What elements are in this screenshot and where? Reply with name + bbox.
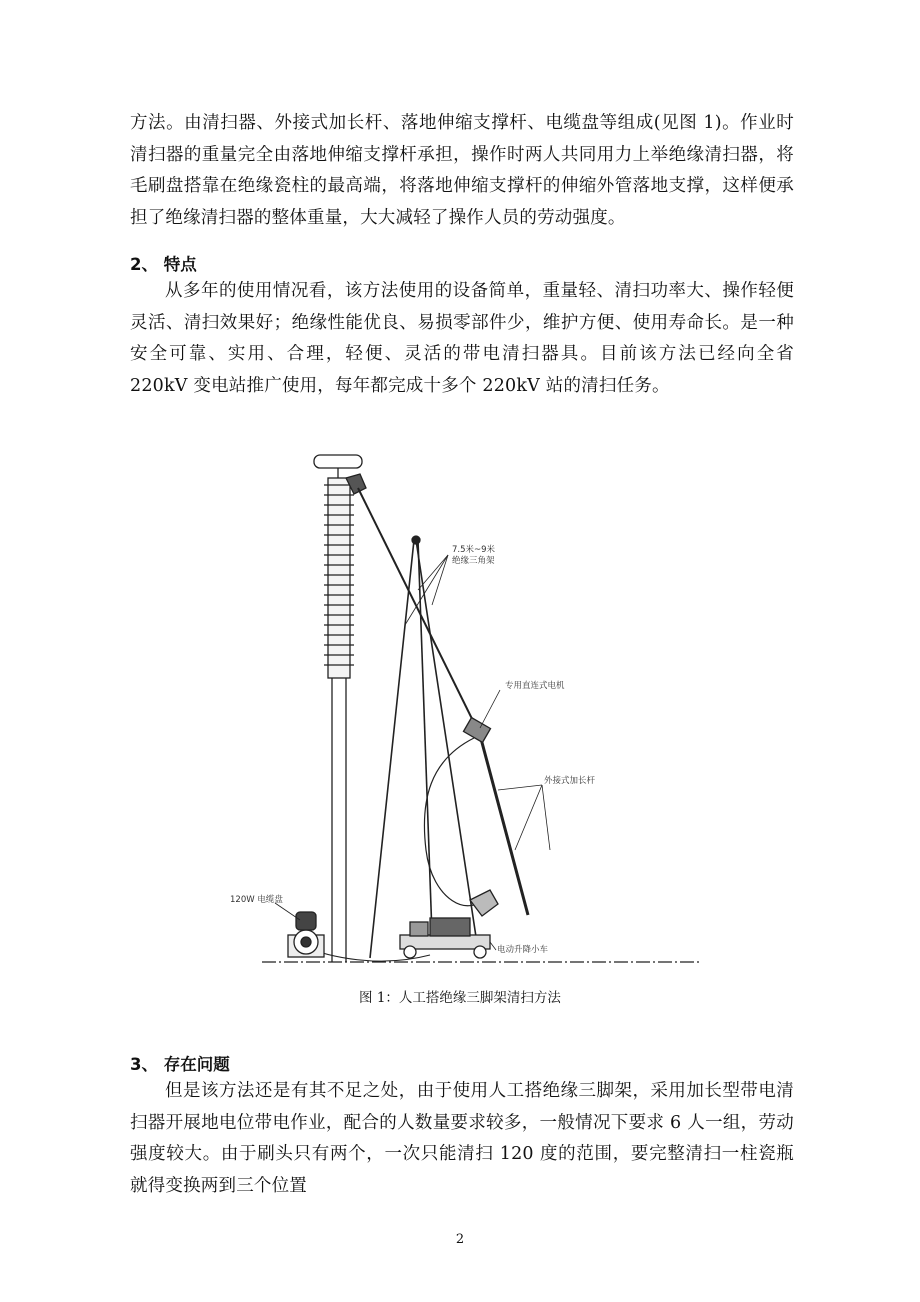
label-tripod: 7.5米~9米 xyxy=(452,545,496,555)
tripod xyxy=(370,536,478,958)
page-number: 2 xyxy=(455,1232,465,1247)
label-extension-rod: 外接式加长杆 xyxy=(544,776,596,786)
paragraph-intro: 方法。由清扫器、外接式加长杆、落地伸缩支撑杆、电缆盘等组成(见图 1)。作业时清扫器的重量完全由落地伸缩支撑杆承担，操作时两人共同用力上举绝缘清扫器，将毛刷盘搭靠在绝缘瓷柱的最高端，将落地伸缩支撑杆的伸缩外管落地支撑，这样便承担了绝缘清扫器的整体重量，大大减轻了操作人员的劳动强度。 xyxy=(130,113,794,228)
cable-reel xyxy=(288,912,324,957)
lifting-cart xyxy=(400,890,498,958)
label-cart: 电动升降小车 xyxy=(497,945,549,955)
label-motor: 专用直连式电机 xyxy=(505,681,565,691)
power-cable xyxy=(424,738,486,906)
section-3-heading: 3、 存在问题 xyxy=(130,1055,230,1074)
label-cable-reel: 120W 电缆盘 xyxy=(230,895,283,905)
figure-caption: 图 1：人工搭绝缘三脚架清扫方法 xyxy=(359,990,561,1006)
extension-rod-lower xyxy=(480,735,528,915)
insulator-column xyxy=(324,478,354,962)
section-3-body: 但是该方法还是有其不足之处，由于使用人工搭绝缘三脚架，采用加长型带电清扫器开展地电位带电作业，配合的人数量要求较多，一般情况下要求 6 人一组，劳动强度较大。由于刷头只有两个，一次只能清扫 120 度的范围，要完整清扫一柱瓷瓶就得变换两到三个位置 xyxy=(130,1081,794,1196)
motor-body xyxy=(463,718,490,743)
label-tripod-line2: 绝缘三角架 xyxy=(452,556,495,566)
insulator-cap xyxy=(314,455,362,468)
extension-rod-upper xyxy=(358,488,480,735)
section-2-body: 从多年的使用情况看，该方法使用的设备简单，重量轻、清扫功率大、操作轻便灵活、清扫效果好；绝缘性能优良、易损零部件少，维护方便、使用寿命长。是一种安全可靠、实用、合理，轻便、灵活的带电清扫器具。目前该方法已经向全省 220kV 变电站推广使用，每年都完成十多个 220kV 站的清扫任务。 xyxy=(130,281,794,396)
section-2-heading: 2、 特点 xyxy=(130,255,197,274)
